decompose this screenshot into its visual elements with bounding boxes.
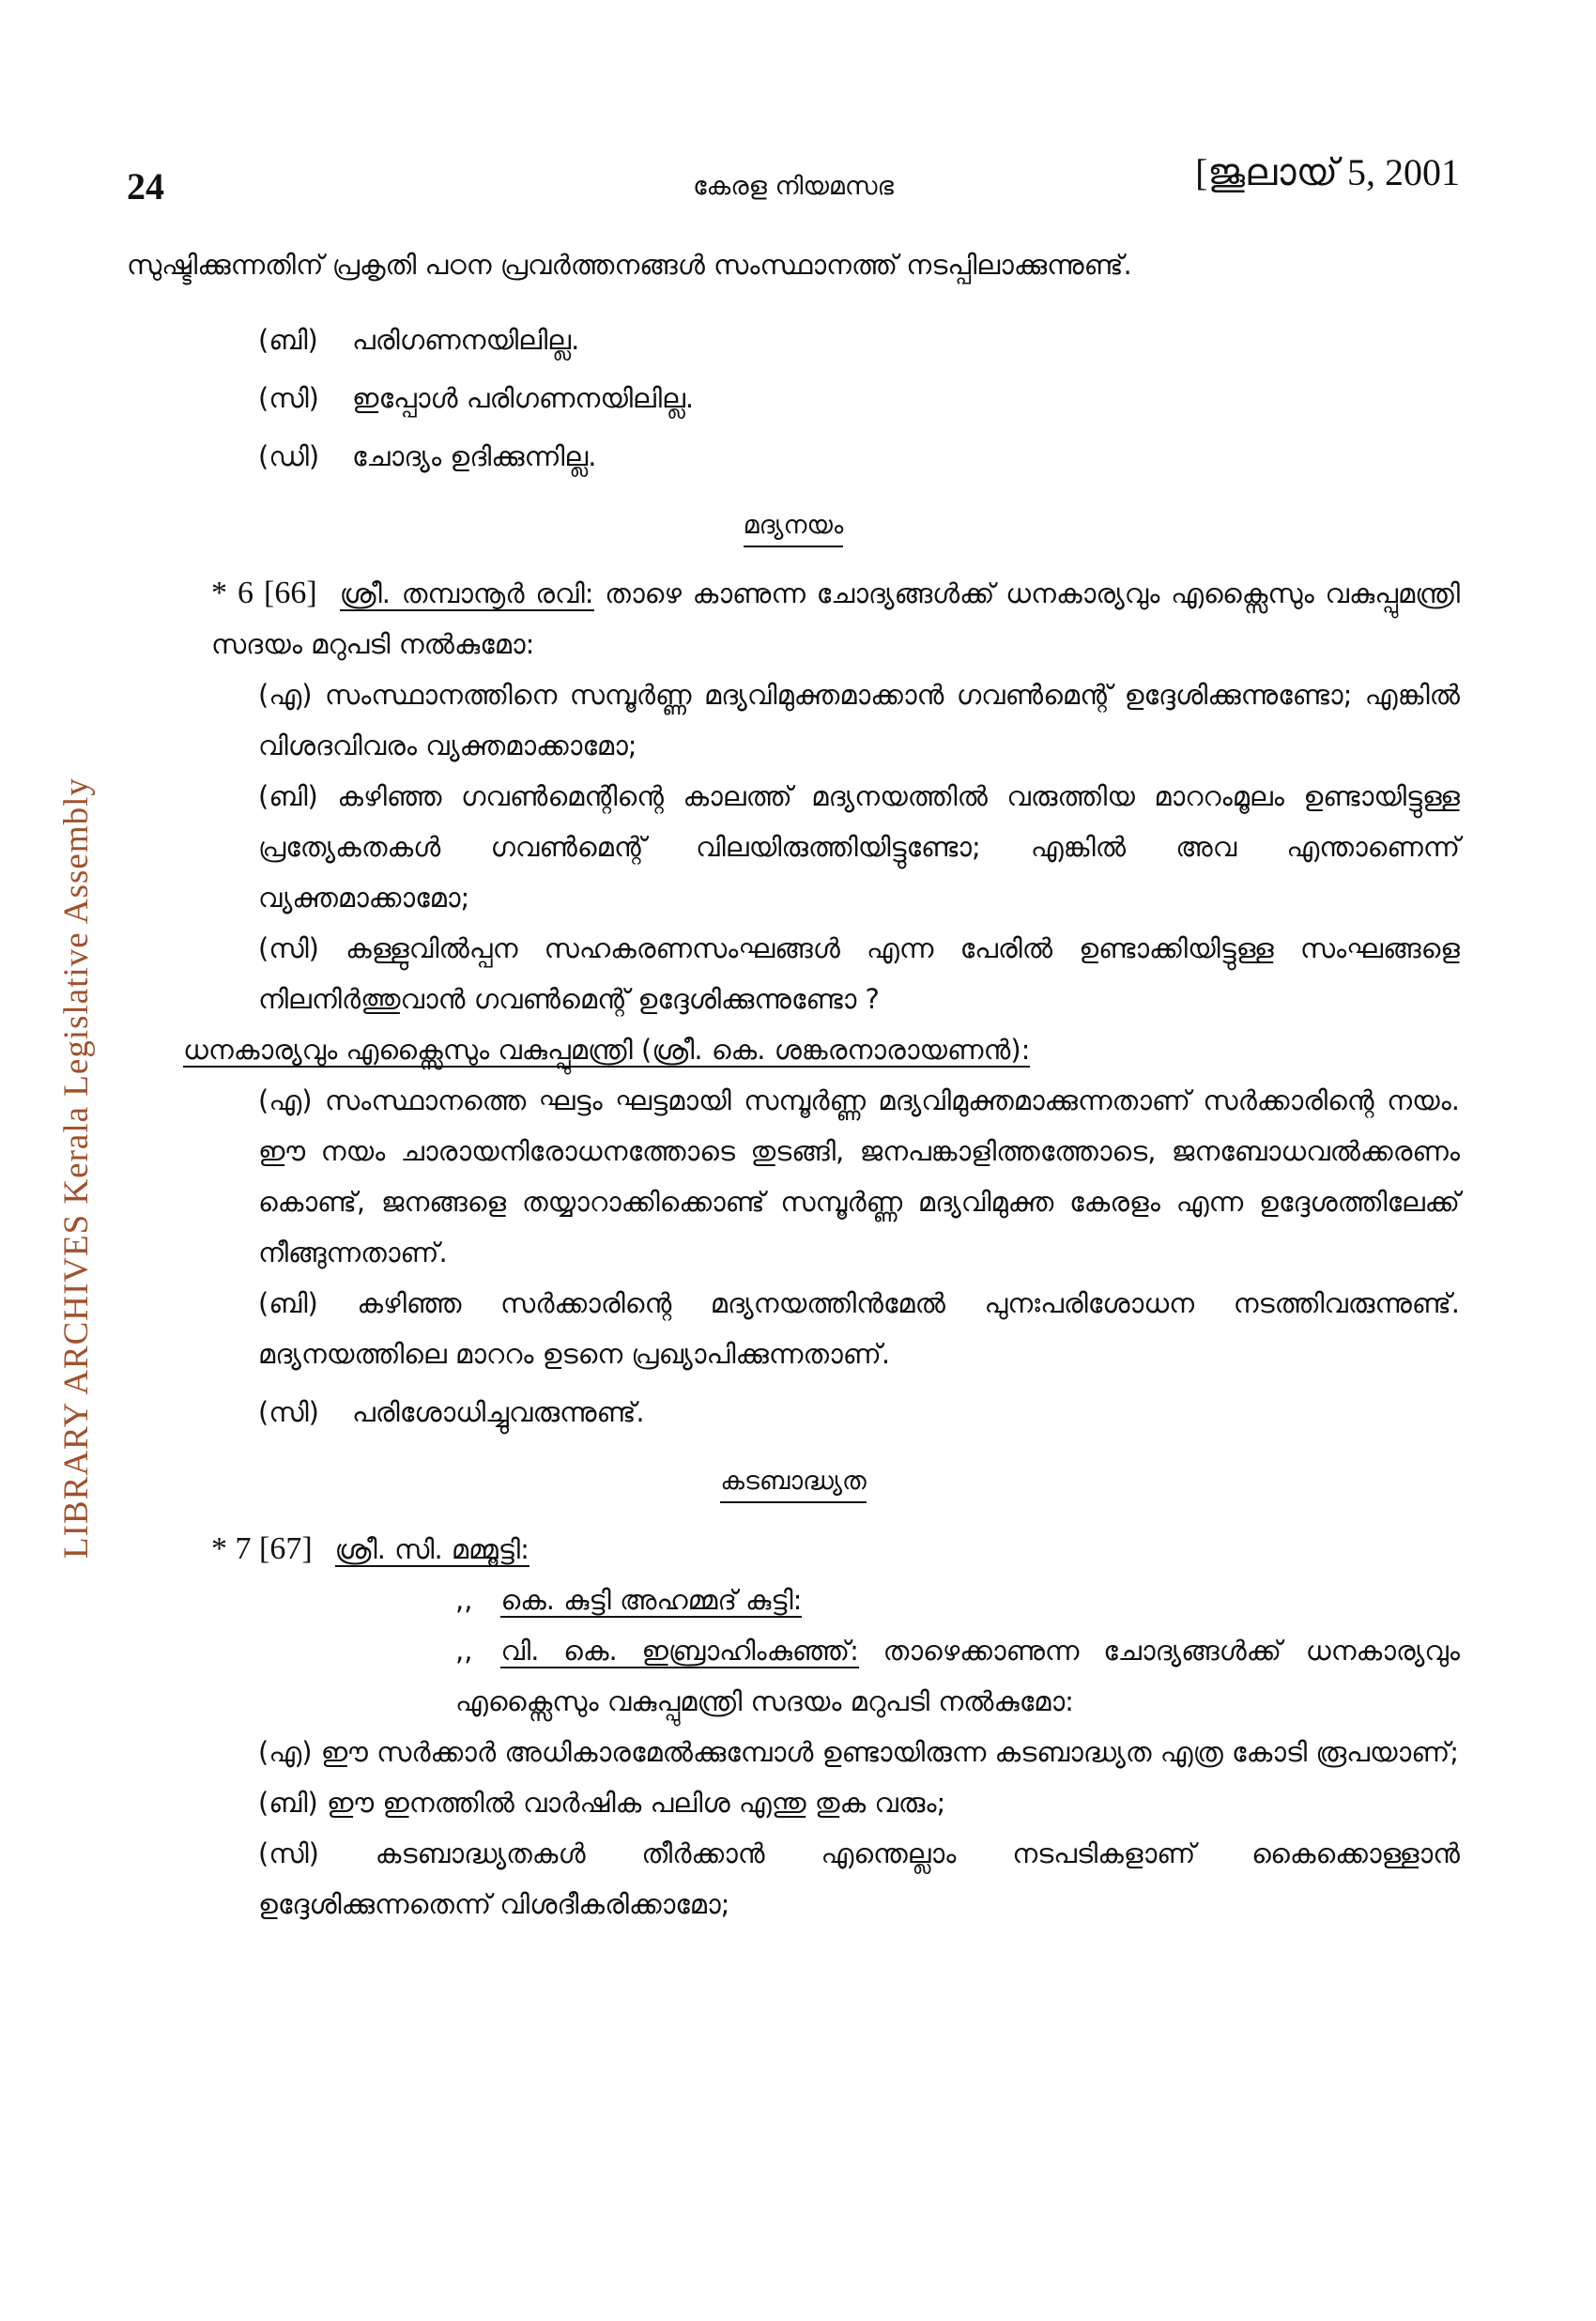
question-7 [127,1524,1460,1575]
section-heading-liquor-policy: മദ്യനയം [127,499,1460,551]
question-6-part-b [127,771,1460,923]
answer-6-part-a [127,1075,1460,1278]
running-title: കേരള നിയമസഭ [693,172,894,201]
item-label: (ഡി) [258,440,320,472]
archive-watermark: LIBRARY ARCHIVES Kerala Legislative Assembly [57,777,96,1559]
item-text: കടബാദ്ധ്യതകൾ തീർക്കാൻ എന്തെല്ലാം നടപടികളാണ് കൈക്കൊള്ളാൻ ഉദ്ദേശിക്കുന്നതെന്ന് വിശദീകരിക്കാമോ; [258,1837,1461,1920]
item-text: പരിശോധിച്ചുവരുന്നുണ്ട്. [352,1396,645,1428]
ditto-mark: ,, [455,1584,473,1616]
question-7-member-3 [127,1625,1460,1727]
item-label: (ബി) [258,324,318,356]
item-label: (എ) [258,1084,313,1116]
question-7-part-a [127,1727,1460,1777]
section-heading-debt: കടബാദ്ധ്യത [127,1454,1460,1507]
header-date: [ജൂലായ് 5, 2001 [1195,151,1460,193]
question-7-part-b [127,1777,1460,1828]
member-name: ശ്രീ. തമ്പാനൂർ രവി: [339,577,594,609]
question-7-member-2 [127,1575,1460,1625]
question-6-part-c [127,923,1460,1024]
member-name-2: കെ. കുട്ടി അഹമ്മദ് കുട്ടി: [500,1584,803,1616]
item-text: ഈ സർക്കാർ അധികാരമേൽക്കുമ്പോൾ ഉണ്ടായിരുന്ന കടബാദ്ധ്യത എത്ര കോടി രൂപയാണ്; [320,1736,1460,1768]
item-text: പരിഗണനയിലില്ല. [352,324,580,356]
item-label: (ബി) [258,1287,318,1319]
item-label: (സി) [258,932,319,964]
member-name-3: വി. കെ. ഇബ്രാഹിംകുഞ്ഞ്: [500,1635,859,1667]
item-text: കഴിഞ്ഞ സർക്കാരിന്റെ മദ്യനയത്തിൻമേൽ പുനഃപരിശോധന നടത്തിവരുന്നുണ്ട്. മദ്യനയത്തിലെ മാററം ഉടനെ പ്രഖ്യാപിക്കുന്നതാണ്. [258,1287,1460,1370]
item-text: കഴിഞ്ഞ ഗവൺമെന്റിന്റെ കാലത്ത് മദ്യനയത്തിൽ വരുത്തിയ മാററംമൂലം ഉണ്ടായിട്ടുള്ള പ്രത്യേകതകൾ ഗവൺമെന്റ് വിലയിരുത്തിയിട്ടുണ്ടോ; എങ്കിൽ അവ എന്താണെന്ന് വ്യക്തമാക്കാമോ; [258,780,1461,914]
item-label: (സി) [258,1837,319,1869]
answer-6-part-c [127,1387,1460,1437]
page-header [127,146,1460,208]
item-text: ഇപ്പോൾ പരിഗണനയിലില്ല. [352,382,695,414]
question-intro: താഴെ കാണുന്ന ചോദ്യങ്ങൾക്ക് ധനകാര്യവും എക്സൈസും വകുപ്പുമന്ത്രി സദയം മറുപടി നൽകുമോ: [211,577,1460,660]
item-text: സംസ്ഥാനത്തെ ഘട്ടം ഘട്ടമായി സമ്പൂർണ്ണ മദ്യവിമുക്തമാക്കുന്നതാണ് സർക്കാരിന്റെ നയം. ഈ നയം ചാരായനിരോധനത്തോടെ തുടങ്ങി, ജനപങ്കാളിത്തത്തോടെ, ജനബോധവൽക്കരണം കൊണ്ട്, ജനങ്ങളെ തയ്യാറാക്കിക്കൊണ്ട് സമ്പൂർണ്ണ മദ്യവിമുക്ത കേരളം എന്ന ഉദ്ദേശത്തിലേക്ക് നീങ്ങുന്നതാണ്. [258,1084,1460,1268]
intro-continuation: സുഷ്ടിക്കുന്നതിന് പ്രകൃതി പഠന പ്രവർത്തനങ്ങൾ സംസ്ഥാനത്ത് നടപ്പിലാക്കുന്നുണ്ട്. [127,249,1132,281]
item-label: (സി) [258,382,319,414]
answering-minister: ധനകാര്യവും എക്സൈസും വകുപ്പുമന്ത്രി (ശ്രീ. കെ. ശങ്കരനാരായണൻ): [183,1034,1031,1066]
question-6 [127,568,1460,669]
intro-answer-d [127,431,1460,482]
item-text: കള്ളുവിൽപ്പന സഹകരണസംഘങ്ങൾ എന്ന പേരിൽ ഉണ്ടാക്കിയിട്ടുള്ള സംഘങ്ങളെ നിലനിർത്തുവാൻ ഗവൺമെന്റ് ഉദ്ദേശിക്കുന്നുണ്ടോ ? [258,932,1460,1015]
item-text: സംസ്ഥാനത്തിനെ സമ്പൂർണ്ണ മദ്യവിമുക്തമാക്കാൻ ഗവൺമെന്റ് ഉദ്ദേശിക്കുന്നുണ്ടോ; എങ്കിൽ വിശദവിവരം വ്യക്തമാക്കാമോ; [258,679,1460,761]
ditto-mark: ,, [455,1635,473,1667]
question-intro: താഴെക്കാണുന്ന ചോദ്യങ്ങൾക്ക് ധനകാര്യവും എക്സൈസും വകുപ്പുമന്ത്രി സദയം മറുപടി നൽകുമോ: [455,1635,1460,1717]
item-label: (സി) [258,1396,319,1428]
item-label: (എ) [258,1736,313,1768]
question-6-part-a [127,669,1460,771]
item-text: ഈ ഇനത്തിൽ വാർഷിക പലിശ എന്തു തുക വരും; [327,1787,946,1819]
question-number: * 6 [66] [211,576,317,610]
body-text [127,239,1460,1929]
member-name-1: ശ്രീ. സി. മമ്മൂട്ടി: [334,1533,529,1565]
question-number: * 7 [67] [211,1531,313,1566]
question-7-part-c [127,1828,1460,1929]
intro-answer-b [127,315,1460,365]
intro-answer-c [127,373,1460,423]
item-text: ചോദ്യം ഉദിക്കുന്നില്ല. [352,440,597,472]
item-label: (ബി) [258,780,318,812]
answer-6-part-b [127,1278,1460,1379]
item-label: (എ) [258,679,313,711]
page-number: 24 [127,165,164,208]
item-label: (ബി) [258,1787,318,1819]
